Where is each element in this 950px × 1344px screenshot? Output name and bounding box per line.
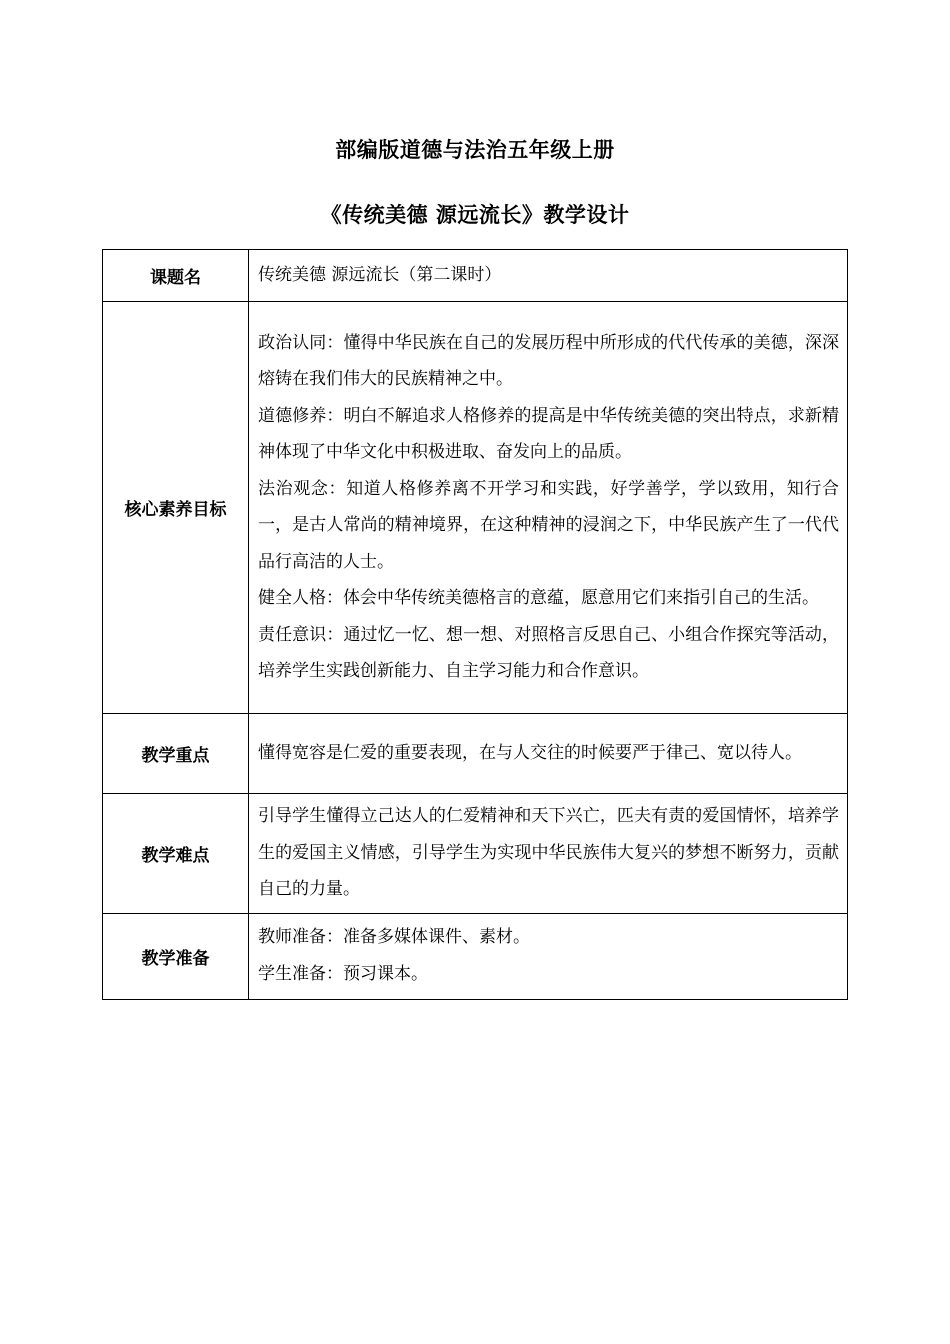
row-content-preparation <box>249 913 848 999</box>
lesson-plan-table <box>102 249 848 1000</box>
goal-political-identity: 政治认同：懂得中华民族在自己的发展历程中所形成的代代传承的美德，深深熔铸在我们伟大的民族精神之中。 <box>258 332 839 389</box>
goal-rule-of-law: 法治观念：知道人格修养离不开学习和实践，好学善学，学以致用，知行合一，是古人常尚的精神境界，在这种精神的浸润之下，中华民族产生了一代代品行高洁的人士。 <box>258 478 839 572</box>
document-subtitle: 《传统美德 源远流长》教学设计 <box>320 203 630 227</box>
table-row-core-goals <box>103 302 848 714</box>
row-content-difficulties <box>249 794 848 914</box>
row-label-core-goals: 核心素养目标 <box>103 302 249 714</box>
row-content-core-goals <box>249 302 848 714</box>
teacher-preparation: 教师准备：准备多媒体课件、素材。 <box>258 927 530 947</box>
table-row-difficulties <box>103 794 848 914</box>
row-label-key-points: 教学重点 <box>103 714 249 794</box>
difficulties-text: 引导学生懂得立己达人的仁爱精神和天下兴亡，匹夫有责的爱国情怀，培养学生的爱国主义情感，引导学生为实现中华民族伟大复兴的梦想不断努力，贡献自己的力量。 <box>258 806 839 899</box>
key-points-text: 懂得宽容是仁爱的重要表现，在与人交往的时候要严于律己、宽以待人。 <box>258 742 802 763</box>
student-preparation: 学生准备：预习课本。 <box>258 963 428 984</box>
table-row-topic <box>103 250 848 302</box>
document-title: 部编版道德与法治五年级上册 <box>335 138 615 162</box>
goal-moral-cultivation: 道德修养：明白不解追求人格修养的提高是中华传统美德的突出特点，求新精神体现了中华文化中积极进取、奋发向上的品质。 <box>258 405 839 462</box>
row-label-difficulties: 教学难点 <box>103 794 249 914</box>
topic-text: 传统美德 源远流长（第二课时） <box>258 265 502 286</box>
row-label-topic: 课题名 <box>103 250 249 302</box>
row-label-preparation: 教学准备 <box>103 913 249 999</box>
table-row-preparation <box>103 913 848 999</box>
goal-sound-personality: 健全人格：体会中华传统美德格言的意蕴，愿意用它们来指引自己的生活。 <box>258 588 819 608</box>
row-content-key-points <box>249 714 848 794</box>
table-row-key-points <box>103 714 848 794</box>
goal-responsibility: 责任意识：通过忆一忆、想一想、对照格言反思自己、小组合作探究等活动，培养学生实践创新能力、自主学习能力和合作意识。 <box>258 624 839 681</box>
row-content-topic <box>249 250 848 302</box>
